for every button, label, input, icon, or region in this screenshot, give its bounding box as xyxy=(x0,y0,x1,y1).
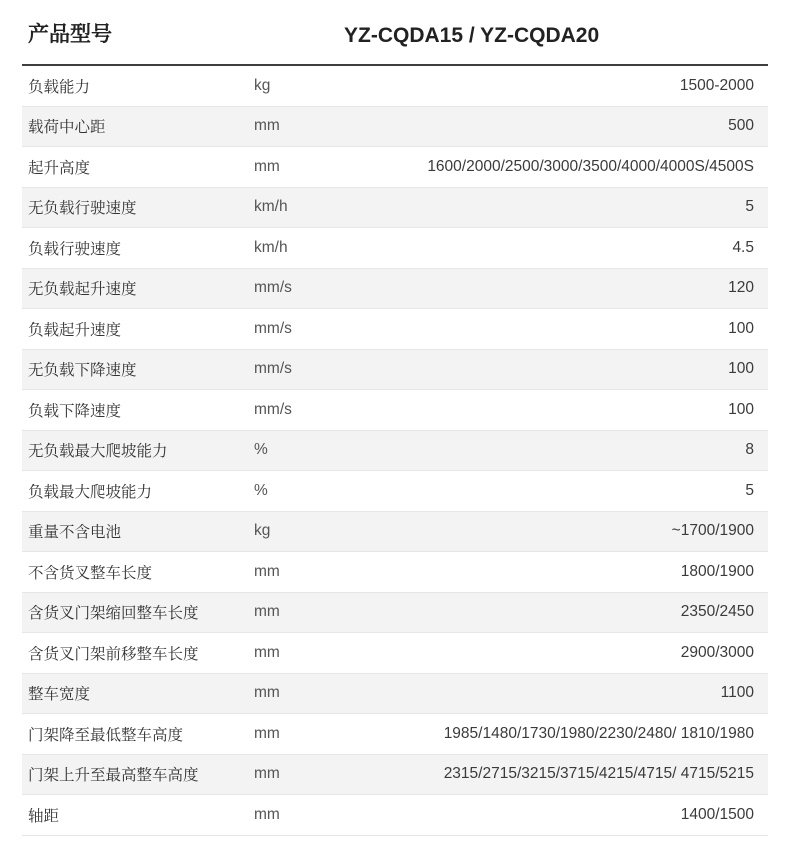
header-unit xyxy=(240,0,344,65)
spec-value: ~1700/1900 xyxy=(344,511,768,552)
spec-name: 不含货叉整车长度 xyxy=(22,552,240,593)
spec-name: 门架降至最低整车高度 xyxy=(22,714,240,755)
table-row xyxy=(22,187,768,228)
spec-unit: mm xyxy=(240,552,344,593)
table-row xyxy=(22,511,768,552)
spec-name: 含货叉门架前移整车长度 xyxy=(22,633,240,674)
spec-unit: mm/s xyxy=(240,309,344,350)
spec-value: 1500-2000 xyxy=(344,65,768,106)
specification-table xyxy=(22,0,768,836)
spec-value: 100 xyxy=(344,390,768,431)
spec-name: 整车宽度 xyxy=(22,673,240,714)
spec-unit: mm/s xyxy=(240,349,344,390)
spec-value: 100 xyxy=(344,309,768,350)
table-row xyxy=(22,714,768,755)
spec-name: 重量不含电池 xyxy=(22,511,240,552)
spec-name: 负载起升速度 xyxy=(22,309,240,350)
spec-unit: mm xyxy=(240,795,344,836)
spec-value: 1100 xyxy=(344,673,768,714)
spec-value: 5 xyxy=(344,471,768,512)
spec-value: 2315/2715/3215/3715/4215/4715/ 4715/5215 xyxy=(344,754,768,795)
spec-value: 2900/3000 xyxy=(344,633,768,674)
spec-name: 负载行驶速度 xyxy=(22,228,240,269)
spec-value: 1400/1500 xyxy=(344,795,768,836)
table-row xyxy=(22,65,768,106)
table-row xyxy=(22,309,768,350)
table-row xyxy=(22,106,768,147)
spec-value: 100 xyxy=(344,349,768,390)
spec-value: 1800/1900 xyxy=(344,552,768,593)
spec-unit: % xyxy=(240,471,344,512)
table-row xyxy=(22,673,768,714)
spec-name: 起升高度 xyxy=(22,147,240,188)
spec-unit: mm xyxy=(240,673,344,714)
spec-value: 120 xyxy=(344,268,768,309)
spec-value: 2350/2450 xyxy=(344,592,768,633)
spec-value: 4.5 xyxy=(344,228,768,269)
spec-unit: km/h xyxy=(240,187,344,228)
table-header-row xyxy=(22,0,768,65)
table-body xyxy=(22,65,768,835)
spec-value: 1600/2000/2500/3000/3500/4000/4000S/4500S xyxy=(344,147,768,188)
table-row xyxy=(22,349,768,390)
spec-name: 负载下降速度 xyxy=(22,390,240,431)
table-row xyxy=(22,592,768,633)
spec-unit: mm/s xyxy=(240,390,344,431)
table-row xyxy=(22,390,768,431)
spec-unit: mm xyxy=(240,106,344,147)
spec-value: 8 xyxy=(344,430,768,471)
spec-name: 载荷中心距 xyxy=(22,106,240,147)
spec-unit: % xyxy=(240,430,344,471)
spec-name: 无负载行驶速度 xyxy=(22,187,240,228)
spec-unit: kg xyxy=(240,511,344,552)
spec-unit: mm xyxy=(240,754,344,795)
spec-unit: mm/s xyxy=(240,268,344,309)
spec-name: 含货叉门架缩回整车长度 xyxy=(22,592,240,633)
spec-name: 负载最大爬坡能力 xyxy=(22,471,240,512)
spec-name: 无负载下降速度 xyxy=(22,349,240,390)
header-model-code: YZ-CQDA15 / YZ-CQDA20 xyxy=(344,0,768,65)
spec-name: 轴距 xyxy=(22,795,240,836)
table-row xyxy=(22,268,768,309)
table-row xyxy=(22,147,768,188)
spec-name: 门架上升至最高整车高度 xyxy=(22,754,240,795)
table-row xyxy=(22,228,768,269)
table-header xyxy=(22,0,768,65)
table-row xyxy=(22,754,768,795)
spec-unit: mm xyxy=(240,633,344,674)
spec-unit: km/h xyxy=(240,228,344,269)
spec-unit: mm xyxy=(240,592,344,633)
table-row xyxy=(22,471,768,512)
spec-name: 负载能力 xyxy=(22,65,240,106)
table-row xyxy=(22,430,768,471)
spec-value: 500 xyxy=(344,106,768,147)
spec-value: 5 xyxy=(344,187,768,228)
spec-unit: mm xyxy=(240,147,344,188)
spec-value: 1985/1480/1730/1980/2230/2480/ 1810/1980 xyxy=(344,714,768,755)
spec-unit: kg xyxy=(240,65,344,106)
header-product-model: 产品型号 xyxy=(22,0,240,65)
spec-name: 无负载起升速度 xyxy=(22,268,240,309)
table-row xyxy=(22,633,768,674)
spec-unit: mm xyxy=(240,714,344,755)
table-row xyxy=(22,795,768,836)
spec-name: 无负载最大爬坡能力 xyxy=(22,430,240,471)
table-row xyxy=(22,552,768,593)
